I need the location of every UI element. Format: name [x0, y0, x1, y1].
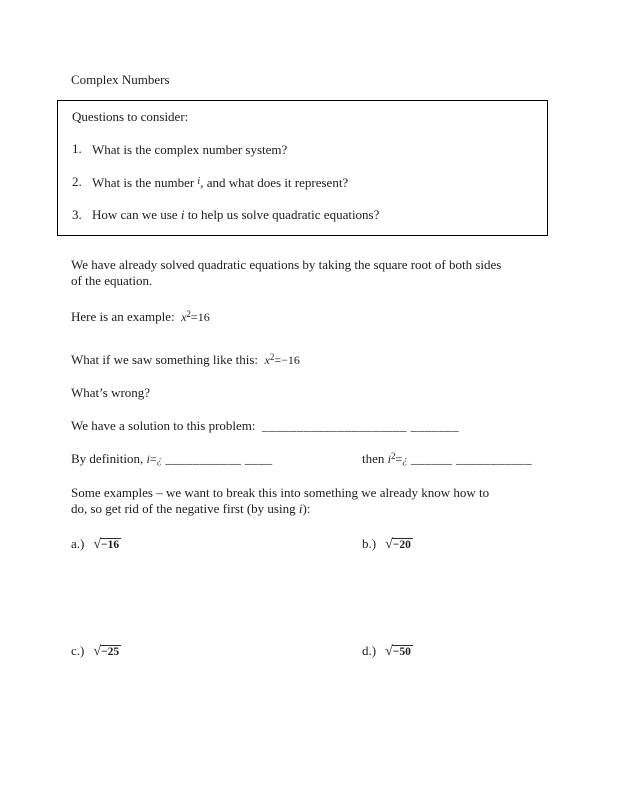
equals-sign: = [149, 452, 157, 466]
question-item-2 [72, 174, 533, 191]
math-var: i [146, 452, 150, 466]
radical-sign-icon: √ [385, 537, 393, 552]
question-number: 3. [72, 207, 82, 222]
definition-left [71, 451, 362, 468]
solution-label: We have a solution to this problem: [71, 418, 256, 433]
definition-line [71, 451, 548, 468]
question-text-post: to help us solve quadratic equations? [184, 207, 380, 222]
whats-wrong-line: What’s wrong? [71, 385, 151, 400]
sqrt-expression [385, 643, 413, 660]
question-text [92, 141, 287, 158]
radical-sign-icon: √ [93, 644, 102, 659]
question-text-pre: What is the complex number system? [92, 142, 288, 157]
examples-intro-paragraph [71, 485, 548, 517]
examples-intro-line-2 [71, 501, 548, 517]
problems-row-2 [71, 643, 548, 660]
question-text-pre: What is the number [92, 175, 198, 190]
math-rhs: =−16 [274, 353, 300, 367]
radical-sign-icon: √ [93, 537, 102, 552]
math-var: x [181, 310, 187, 324]
questions-box [57, 100, 548, 236]
placeholder-mark: ¿ [156, 454, 163, 466]
then-blank-line: ______ ___________ [411, 451, 532, 466]
math-exponent: 2 [390, 451, 396, 461]
question-number: 1. [72, 141, 82, 156]
math-expression-i2-def [388, 452, 408, 466]
solution-blank-line: _____________________ _______ [262, 418, 459, 433]
definition-blank-line: ___________ ____ [165, 451, 273, 466]
math-expression-i-def [146, 452, 162, 466]
question-number: 2. [72, 174, 82, 189]
math-var: i [387, 452, 391, 466]
examples-line2-post: ): [302, 501, 311, 516]
document-title: Complex Numbers [71, 72, 170, 87]
question-text [92, 207, 379, 223]
problems-row-1 [71, 536, 548, 553]
intro-paragraph [71, 257, 548, 289]
radicand: −50 [392, 646, 411, 658]
radical-sign-icon: √ [385, 644, 393, 659]
problem-label: a.) [71, 536, 85, 551]
math-expression-x2-neg16 [265, 353, 300, 367]
examples-line2-pre: do, so get rid of the negative first (by using [71, 501, 299, 516]
question-text-post: , and what does it represent? [200, 175, 349, 190]
definition-label: By definition, [71, 451, 144, 466]
question-text [92, 174, 348, 191]
then-label: then [362, 451, 385, 466]
math-rhs: =16 [190, 310, 210, 324]
definition-right [362, 451, 532, 468]
inline-i-symbol: i [180, 207, 185, 222]
placeholder-mark: ¿ [402, 454, 408, 466]
question-item-1 [72, 141, 533, 158]
intro-line-1: We have already solved quadratic equations by taking the square root of both sides [71, 257, 502, 272]
radicand: −20 [392, 539, 411, 551]
question-text-pre: How can we use [92, 207, 181, 222]
inline-i-symbol: i [197, 176, 201, 187]
problem-label: d.) [362, 643, 377, 658]
whatif-label: What if we saw something like this: [71, 352, 259, 367]
whatif-line [71, 352, 548, 368]
inline-i-symbol: i [298, 501, 303, 516]
example-line [71, 309, 548, 325]
questions-box-heading: Questions to consider: [72, 109, 189, 124]
problem-label: c.) [71, 643, 85, 658]
sqrt-expression [93, 643, 121, 660]
solution-line [71, 418, 548, 434]
sqrt-expression [385, 536, 413, 553]
problem-b [362, 536, 413, 553]
math-exponent: 2 [269, 352, 275, 362]
problem-a [71, 536, 362, 553]
example-label: Here is an example: [71, 309, 175, 324]
radicand: −16 [101, 539, 120, 551]
intro-line-2: of the equation. [71, 273, 153, 288]
radicand: −25 [101, 646, 120, 658]
problem-d [362, 643, 413, 660]
math-expression-x2-16 [181, 310, 210, 324]
problem-label: b.) [362, 536, 377, 551]
problem-c [71, 643, 362, 660]
question-item-3 [72, 207, 533, 223]
examples-intro-line-1: Some examples – we want to break this into something we already know how to [71, 485, 490, 500]
math-var: x [264, 353, 270, 367]
sqrt-expression [93, 536, 121, 553]
math-exponent: 2 [186, 309, 191, 319]
equals-sign: = [395, 452, 403, 466]
